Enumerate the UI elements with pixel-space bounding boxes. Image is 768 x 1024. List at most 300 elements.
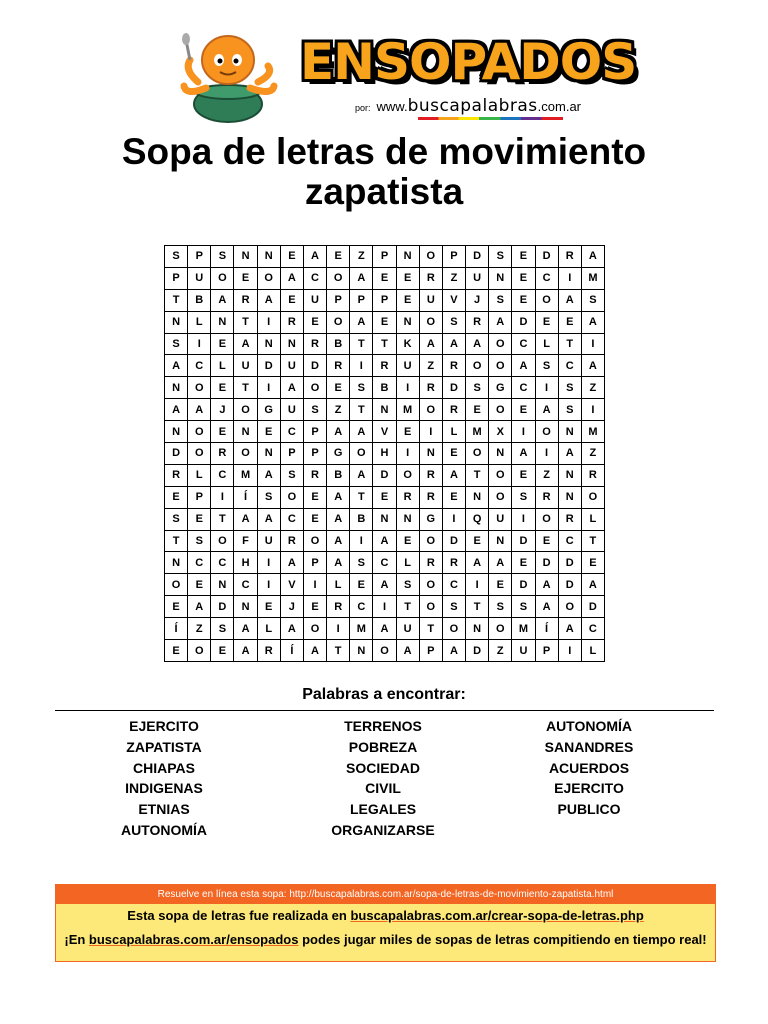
grid-cell: E [303,596,326,618]
grid-cell: Í [234,486,257,508]
grid-cell: R [303,333,326,355]
grid-cell: O [234,399,257,421]
grid-cell: E [535,530,558,552]
grid-cell: L [535,333,558,355]
grid-cell: A [234,508,257,530]
ensopados-link[interactable]: buscapalabras.com.ar/ensopados [88,932,299,947]
word-item: PUBLICO [557,801,621,818]
grid-cell: U [396,355,419,377]
grid-cell: E [373,311,396,333]
grid-cell: E [535,311,558,333]
grid-cell: O [234,443,257,465]
brand-underline [418,117,563,120]
grid-cell: E [257,421,280,443]
grid-cell: T [165,289,188,311]
grid-cell: E [280,289,303,311]
grid-cell: R [257,640,280,662]
word-item: INDIGENAS [125,780,203,797]
grid-cell: I [211,486,234,508]
grid-row [165,399,605,421]
grid-row [165,596,605,618]
grid-cell: S [350,552,373,574]
grid-cell: A [466,333,489,355]
grid-cell: E [373,267,396,289]
grid-cell: E [512,267,535,289]
grid-cell: C [512,377,535,399]
grid-cell: A [280,377,303,399]
grid-cell: E [188,574,211,596]
grid-cell: T [234,377,257,399]
grid-cell: V [280,574,303,596]
grid-cell: D [558,574,581,596]
grid-cell: T [466,596,489,618]
grid-cell: U [280,399,303,421]
grid-cell: N [234,421,257,443]
word-list-col-2 [273,716,493,841]
grid-cell: E [489,574,512,596]
grid-cell: A [373,574,396,596]
grid-cell: O [303,530,326,552]
grid-cell: L [188,311,211,333]
grid-cell: C [535,267,558,289]
grid-cell: L [581,508,604,530]
grid-cell: I [512,421,535,443]
grid-cell: N [257,246,280,268]
grid-cell: R [535,486,558,508]
grid-cell: A [303,246,326,268]
grid-cell: I [396,443,419,465]
grid-cell: C [234,574,257,596]
grid-cell: N [466,486,489,508]
word-item: ZAPATISTA [126,738,202,755]
grid-cell: N [211,311,234,333]
grid-cell: R [419,377,442,399]
title-line-1: Sopa de letras de movimiento [121,131,647,172]
grid-cell: Z [535,464,558,486]
grid-cell: O [188,640,211,662]
grid-cell: D [535,552,558,574]
grid-cell: C [558,355,581,377]
grid-cell: A [211,289,234,311]
grid-cell: X [489,421,512,443]
grid-cell: A [234,618,257,640]
grid-cell: I [188,333,211,355]
grid-cell: I [257,574,280,596]
grid-cell: D [211,596,234,618]
grid-row [165,486,605,508]
grid-cell: T [581,530,604,552]
grid-cell: T [165,530,188,552]
grid-cell: N [165,421,188,443]
grid-cell: O [442,618,465,640]
grid-cell: A [442,333,465,355]
footer-line-2 [56,928,715,952]
grid-cell: O [257,267,280,289]
grid-cell: E [396,421,419,443]
grid-cell: D [442,377,465,399]
grid-cell: A [303,640,326,662]
grid-cell: I [303,574,326,596]
grid-cell: U [512,640,535,662]
grid-cell: S [211,618,234,640]
word-item: ORGANIZARSE [331,821,435,838]
word-list-col-3 [479,716,699,820]
grid-row [165,333,605,355]
word-item: ACUERDOS [548,759,630,776]
grid-cell: S [396,574,419,596]
grid-cell: I [558,640,581,662]
grid-cell: I [466,574,489,596]
grid-cell: C [373,552,396,574]
grid-cell: R [280,311,303,333]
grid-cell: T [327,640,350,662]
grid-cell: D [512,311,535,333]
grid-cell: L [188,464,211,486]
by-brand: buscapalabras [407,96,538,116]
grid-cell: D [303,355,326,377]
grid-cell: J [211,399,234,421]
grid-cell: R [165,464,188,486]
octopus-mascot-icon [176,30,280,126]
grid-cell: T [234,311,257,333]
footer-line-1-text: Esta sopa de letras fue realizada en [127,908,351,923]
grid-cell: A [581,311,604,333]
grid-cell: J [280,596,303,618]
grid-cell: A [558,618,581,640]
grid-cell: E [512,289,535,311]
grid-cell: A [327,552,350,574]
grid-cell: I [350,530,373,552]
grid-cell: N [211,574,234,596]
grid-cell: E [373,486,396,508]
grid-cell: E [211,421,234,443]
grid-row [165,355,605,377]
grid-cell: A [165,399,188,421]
by-suffix: .com.ar [537,99,582,114]
grid-cell: N [489,443,512,465]
grid-cell: C [280,508,303,530]
grid-cell: Z [350,246,373,268]
grid-cell: A [350,464,373,486]
by-line [355,96,581,116]
grid-cell: E [257,596,280,618]
grid-cell: R [419,464,442,486]
grid-cell: R [211,443,234,465]
grid-cell: R [442,399,465,421]
grid-cell: N [165,552,188,574]
grid-cell: S [489,246,512,268]
grid-cell: A [280,618,303,640]
grid-cell: Í [535,618,558,640]
grid-cell: E [466,530,489,552]
grid-cell: A [188,596,211,618]
grid-cell: P [442,246,465,268]
grid-cell: R [581,464,604,486]
grid-cell: K [396,333,419,355]
ensopados-logo: ENSOPADOS [300,33,637,91]
grid-cell: A [581,355,604,377]
grid-cell: U [303,289,326,311]
grid-cell: A [512,355,535,377]
grid-cell: E [396,267,419,289]
grid-cell: S [165,246,188,268]
grid-cell: A [535,574,558,596]
grid-cell: T [350,399,373,421]
grid-cell: N [558,421,581,443]
word-item: LEGALES [349,801,417,818]
grid-cell: P [327,289,350,311]
grid-cell: A [442,640,465,662]
grid-cell: O [419,246,442,268]
grid-cell: A [257,508,280,530]
grid-cell: A [558,443,581,465]
grid-cell: T [211,508,234,530]
grid-cell: S [512,596,535,618]
grid-cell: M [396,399,419,421]
grid-cell: B [327,464,350,486]
grid-cell: E [558,311,581,333]
grid-cell: A [512,443,535,465]
grid-cell: L [327,574,350,596]
grid-row [165,289,605,311]
grid-cell: C [303,267,326,289]
grid-cell: O [466,355,489,377]
grid-cell: O [419,574,442,596]
grid-cell: M [581,267,604,289]
grid-cell: A [280,552,303,574]
grid-cell: E [442,443,465,465]
grid-cell: A [373,618,396,640]
grid-cell: A [466,552,489,574]
grid-cell: O [489,618,512,640]
footer-line-2-prefix: ¡En [64,932,89,947]
grid-cell: D [558,552,581,574]
grid-cell: R [419,552,442,574]
footer-box [55,884,716,962]
grid-row [165,640,605,662]
grid-cell: L [396,552,419,574]
grid-cell: I [257,311,280,333]
grid-cell: D [581,596,604,618]
grid-cell: N [165,377,188,399]
grid-cell: U [188,267,211,289]
grid-cell: A [396,640,419,662]
grid-row [165,421,605,443]
grid-cell: C [280,421,303,443]
grid-cell: N [558,486,581,508]
grid-cell: N [373,399,396,421]
grid-cell: O [489,333,512,355]
grid-cell: E [466,399,489,421]
solve-online-link[interactable]: Resuelve en línea esta sopa: http://buscapalabras.com.ar/sopa-de-letras-de-movimiento-zapatista.html [56,885,715,904]
grid-cell: C [442,574,465,596]
grid-cell: A [535,596,558,618]
grid-cell: R [280,530,303,552]
grid-cell: E [211,333,234,355]
grid-cell: J [466,289,489,311]
grid-cell: U [234,355,257,377]
grid-cell: I [535,443,558,465]
grid-cell: U [419,289,442,311]
grid-cell: A [234,640,257,662]
footer-line-1 [56,904,715,928]
by-www: www. [376,99,408,114]
grid-cell: D [512,530,535,552]
grid-cell: E [165,596,188,618]
word-item: AUTONOMÍA [120,821,208,838]
grid-cell: O [280,486,303,508]
grid-cell: P [303,552,326,574]
grid-cell: R [466,311,489,333]
grid-cell: T [466,464,489,486]
grid-cell: O [419,596,442,618]
grid-cell: E [350,574,373,596]
grid-cell: E [512,464,535,486]
grid-cell: N [234,246,257,268]
grid-cell: G [489,377,512,399]
grid-cell: Í [165,618,188,640]
grid-cell: E [512,246,535,268]
grid-cell: R [396,486,419,508]
grid-cell: S [165,333,188,355]
word-item: EJERCITO [129,718,199,734]
grid-cell: M [466,421,489,443]
grid-cell: A [581,246,604,268]
grid-cell: N [396,508,419,530]
grid-cell: D [535,246,558,268]
grid-row [165,618,605,640]
grid-cell: I [327,618,350,640]
word-item: SOCIEDAD [346,759,420,776]
grid-cell: S [442,311,465,333]
grid-cell: S [350,377,373,399]
grid-cell: D [466,246,489,268]
grid-cell: M [350,618,373,640]
grid-cell: U [396,618,419,640]
footer-line-2-suffix: podes jugar miles de sopas de letras compitiendo en tiempo real! [298,932,707,947]
grid-cell: E [165,486,188,508]
by-prefix: por: [355,103,371,113]
header [0,0,768,130]
word-item: AUTONOMÍA [545,718,633,734]
grid-row [165,464,605,486]
grid-cell: D [442,530,465,552]
grid-row [165,574,605,596]
grid-cell: V [442,289,465,311]
grid-cell: B [327,333,350,355]
grid-cell: A [489,311,512,333]
grid-cell: I [257,377,280,399]
grid-cell: C [211,464,234,486]
grid-cell: A [535,399,558,421]
grid-cell: N [419,443,442,465]
grid-cell: C [188,552,211,574]
grid-cell: O [489,399,512,421]
grid-cell: I [558,267,581,289]
grid-cell: O [188,443,211,465]
grid-cell: R [327,355,350,377]
grid-cell: S [165,508,188,530]
grid-cell: O [535,421,558,443]
grid-cell: N [280,333,303,355]
grid-cell: R [558,246,581,268]
grid-cell: A [327,508,350,530]
grid-cell: V [373,421,396,443]
grid-cell: S [303,399,326,421]
grid-cell: N [350,640,373,662]
grid-cell: A [350,421,373,443]
grid-cell: T [350,486,373,508]
grid-cell: O [419,530,442,552]
grid-cell: S [257,486,280,508]
grid-cell: O [303,377,326,399]
grid-cell: A [350,267,373,289]
words-divider [55,710,714,711]
grid-cell: E [581,552,604,574]
grid-cell: R [303,464,326,486]
grid-cell: A [442,464,465,486]
grid-cell: A [489,552,512,574]
create-puzzle-link[interactable]: buscapalabras.com.ar/crear-sopa-de-letras.php [350,908,644,923]
grid-row [165,443,605,465]
grid-row [165,530,605,552]
grid-cell: R [234,289,257,311]
grid-cell: O [489,355,512,377]
grid-cell: R [419,486,442,508]
grid-cell: O [350,443,373,465]
word-item: TERRENOS [344,718,422,734]
grid-cell: B [373,377,396,399]
grid-cell: P [350,289,373,311]
grid-cell: O [188,421,211,443]
grid-cell: Q [466,508,489,530]
grid-cell: Z [188,618,211,640]
grid-cell: E [327,377,350,399]
grid-cell: I [257,552,280,574]
grid-row [165,552,605,574]
grid-cell: C [350,596,373,618]
grid-cell: Z [419,355,442,377]
grid-cell: P [188,246,211,268]
grid-cell: N [396,311,419,333]
grid-cell: C [558,530,581,552]
grid-cell: N [373,508,396,530]
grid-cell: M [512,618,535,640]
grid-cell: U [489,508,512,530]
grid-cell: N [234,596,257,618]
grid-cell: E [303,486,326,508]
grid-cell: E [211,377,234,399]
grid-cell: T [350,333,373,355]
grid-cell: D [257,355,280,377]
grid-cell: U [257,530,280,552]
grid-cell: A [350,311,373,333]
grid-cell: U [280,355,303,377]
grid-cell: E [211,640,234,662]
grid-cell: P [373,289,396,311]
grid-cell: S [280,464,303,486]
grid-cell: I [512,508,535,530]
grid-cell: L [581,640,604,662]
grid-cell: O [419,311,442,333]
grid-row [165,246,605,268]
grid-cell: I [350,355,373,377]
grid-cell: N [165,311,188,333]
grid-cell: E [512,399,535,421]
grid-cell: S [188,530,211,552]
grid-cell: S [489,596,512,618]
grid-cell: I [442,508,465,530]
